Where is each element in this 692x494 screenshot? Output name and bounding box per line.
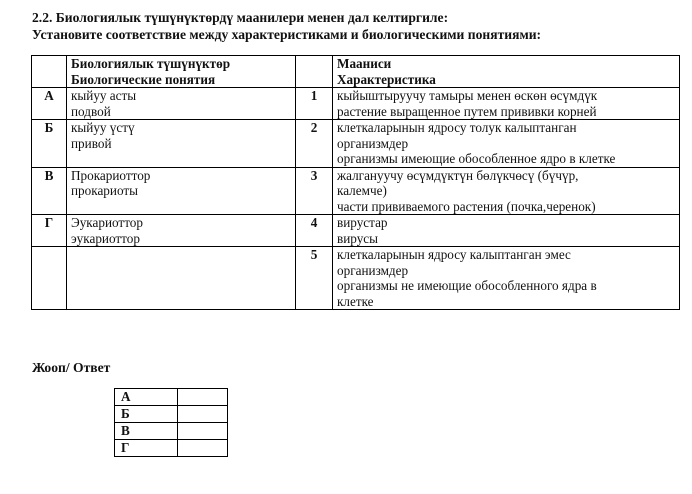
term-line: эукариоттор <box>71 230 140 246</box>
table-row <box>32 215 680 247</box>
table-row <box>32 88 680 120</box>
answer-label: А <box>115 389 178 406</box>
desc-line: калемче) <box>337 183 387 198</box>
row-number: 5 <box>296 247 333 310</box>
row-number: 4 <box>296 215 333 247</box>
desc-line: вирустар <box>337 215 388 230</box>
row-description <box>333 88 680 120</box>
row-number: 3 <box>296 167 333 215</box>
row-letter: Г <box>32 215 67 247</box>
table-row <box>32 247 680 310</box>
row-description <box>333 120 680 168</box>
task-heading <box>32 9 541 43</box>
row-letter <box>32 247 67 310</box>
table-header-row <box>32 56 680 88</box>
desc-line: организмдер <box>337 135 409 151</box>
answer-label: Б <box>115 406 178 423</box>
row-term <box>67 88 296 120</box>
row-letter: А <box>32 88 67 120</box>
term-line: привой <box>71 135 112 151</box>
answer-input-cell[interactable] <box>178 389 228 406</box>
desc-line: вирусы <box>337 230 379 246</box>
row-number: 2 <box>296 120 333 168</box>
heading-line-kg: 2.2. Биологиялык түшүнүктөрдү маанилери менен дал келтиргиле: <box>32 10 449 25</box>
answer-title: Жооп/ Ответ <box>32 360 111 375</box>
matching-table <box>31 55 680 310</box>
table-row <box>32 120 680 168</box>
row-description <box>333 247 680 310</box>
row-term <box>67 215 296 247</box>
answer-input-cell[interactable] <box>178 440 228 457</box>
row-number: 1 <box>296 88 333 120</box>
desc-line: кыйыштыруучу тамыры менен өскөн өсүмдүк <box>337 88 598 103</box>
row-description <box>333 167 680 215</box>
answer-table <box>114 388 228 457</box>
row-letter: В <box>32 167 67 215</box>
desc-line: жалгануучу өсүмдүктүн бөлүкчөсү (бүчүр, <box>337 167 579 183</box>
header-terms <box>67 56 296 88</box>
heading-line-ru: Установите соответствие между характеристиками и биологическими понятиями: <box>32 27 542 42</box>
header-meaning <box>333 56 680 88</box>
term-line: кыйуу асты <box>71 88 137 103</box>
desc-line: растение выращенное путем прививки корней <box>337 103 597 119</box>
desc-line: клетке <box>337 293 374 309</box>
answer-input-cell[interactable] <box>178 406 228 423</box>
answer-row <box>115 440 228 457</box>
term-line: кыйуу үстү <box>71 120 135 135</box>
answer-label: В <box>115 423 178 440</box>
row-description <box>333 215 680 247</box>
answer-row <box>115 423 228 440</box>
row-term <box>67 167 296 215</box>
term-line: Прокариоттор <box>71 167 151 183</box>
answer-input-cell[interactable] <box>178 423 228 440</box>
table-row <box>32 167 680 215</box>
desc-line: клеткаларынын ядросу калыптанган эмес <box>337 247 571 262</box>
term-line: прокариоты <box>71 183 138 198</box>
desc-line: клеткаларынын ядросу толук калыптанган <box>337 120 577 135</box>
row-term <box>67 247 296 310</box>
desc-line: части прививаемого растения (почка,черенок) <box>337 198 596 214</box>
desc-line: организмы имеющие обособленное ядро в клетке <box>337 151 616 166</box>
header-meaning-ru: Характеристика <box>337 71 436 87</box>
row-letter: Б <box>32 120 67 168</box>
header-term-ru: Биологические понятия <box>71 71 216 87</box>
answer-label: Г <box>115 440 178 457</box>
term-line: Эукариоттор <box>71 215 143 230</box>
desc-line: организмдер <box>337 262 409 278</box>
answer-row <box>115 406 228 423</box>
header-term-kg: Биологиялык түшүнүктөр <box>71 56 231 71</box>
desc-line: организмы не имеющие обособленного ядра в <box>337 278 597 293</box>
header-meaning-kg: Мааниси <box>337 56 392 71</box>
answer-row <box>115 389 228 406</box>
row-term <box>67 120 296 168</box>
term-line: подвой <box>71 103 111 119</box>
